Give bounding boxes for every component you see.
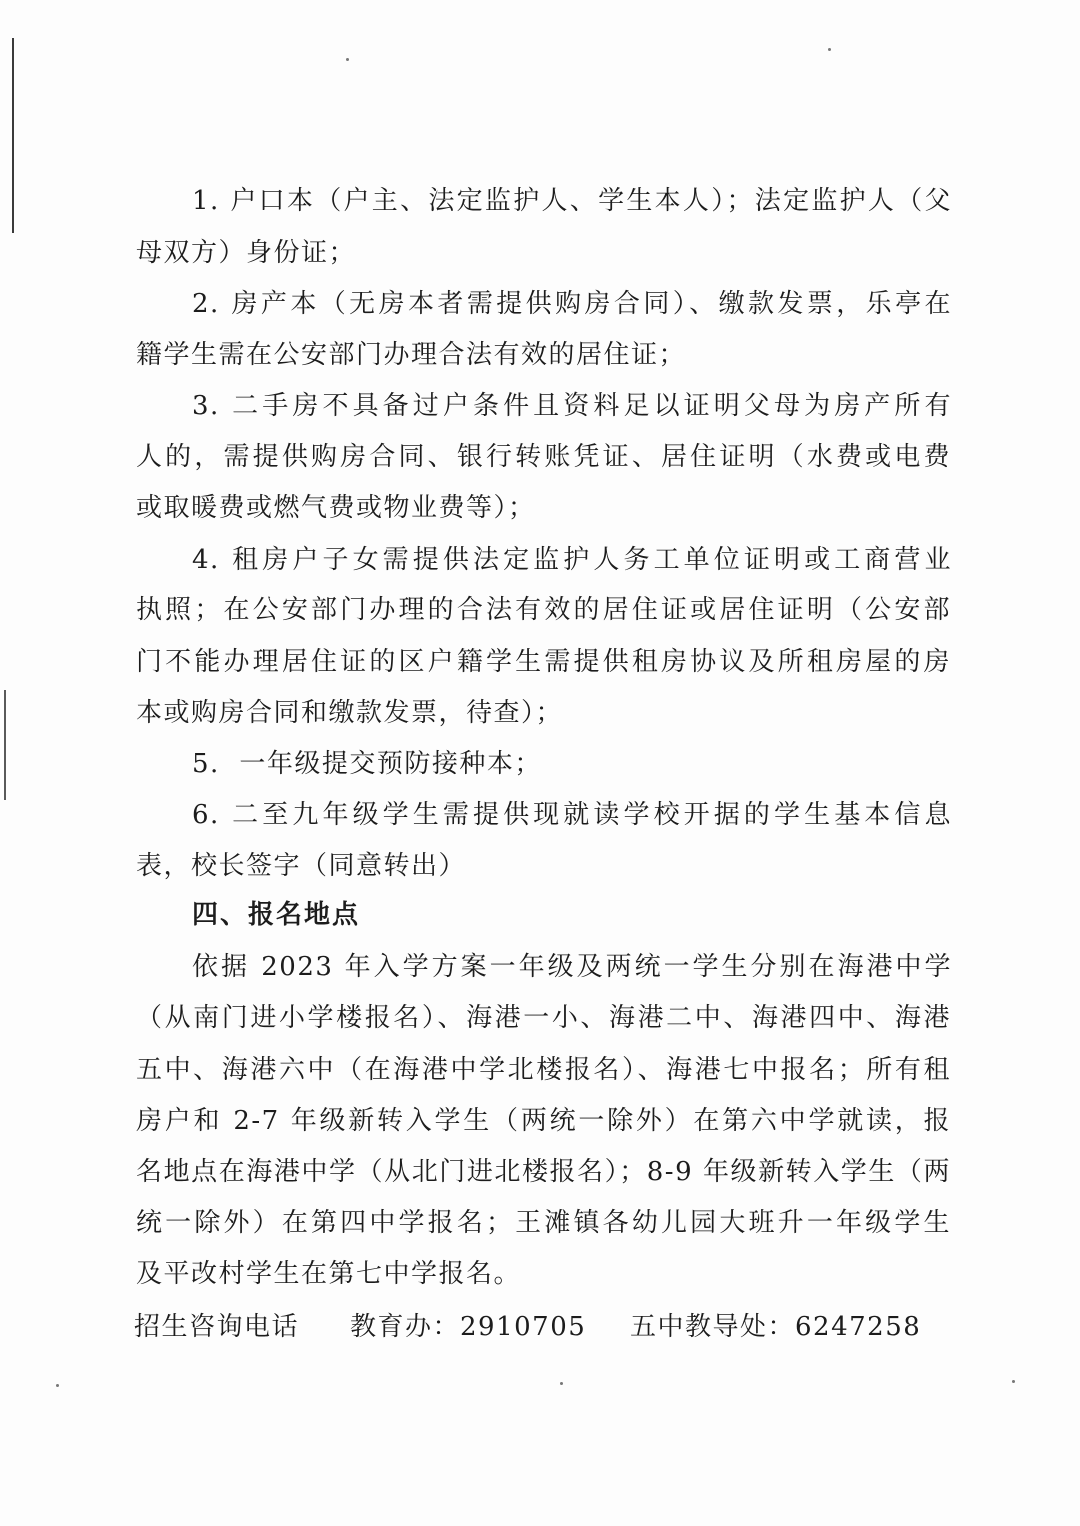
scan-speck [560,1382,563,1385]
location-line-3: 五中、海港六中（在海港中学北楼报名）、海港七中报名；所有租 [136,1055,951,1085]
scan-speck [1012,1380,1015,1383]
location-line-5: 名地点在海港中学（从北门进北楼报名）；8-9 年级新转入学生（两 [136,1157,951,1187]
location-line-1: 依据 2023 年入学方案一年级及两统一学生分别在海港中学 [192,952,952,982]
item-1-line-2: 母双方）身份证； [136,238,357,268]
contact-label: 招生咨询电话 [134,1312,300,1342]
item-4-line-1: 4. 租房户子女需提供法定监护人务工单位证明或工商营业 [192,545,952,575]
scan-edge-mark [4,690,6,800]
item-3-line-2: 人的，需提供购房合同、银行转账凭证、居住证明（水费或电费 [136,442,951,472]
location-line-2: （从南门进小学楼报名）、海港一小、海港二中、海港四中、海港 [136,1003,951,1033]
scan-edge-mark [12,38,14,233]
item-2-line-1: 2. 房产本（无房本者需提供购房合同）、缴款发票，乐亭在 [192,289,952,319]
contact-education-office: 教育办：2910705 [350,1312,587,1342]
location-line-6: 统一除外）在第四中学报名；王滩镇各幼儿园大班升一年级学生 [136,1208,951,1238]
scan-speck [56,1384,59,1387]
item-3-line-1: 3. 二手房不具备过户条件且资料足以证明父母为房产所有 [192,391,952,421]
item-4-line-2: 执照；在公安部门办理的合法有效的居住证或居住证明（公安部 [136,595,951,625]
item-6-line-1: 6. 二至九年级学生需提供现就读学校开据的学生基本信息 [192,800,952,830]
location-line-4: 房户和 2-7 年级新转入学生（两统一除外）在第六中学就读，报 [136,1106,951,1136]
item-4-line-3: 门不能办理居住证的区户籍学生需提供租房协议及所租房屋的房 [136,647,951,677]
scan-speck [346,58,349,61]
item-1-line-1: 1. 户口本（户主、法定监护人、学生本人）；法定监护人（父 [192,186,952,216]
scan-speck [828,48,831,51]
item-5-line-1: 5. 一年级提交预防接种本； [192,749,542,779]
item-6-line-2: 表，校长签字（同意转出） [136,851,467,881]
location-line-7: 及平改村学生在第七中学报名。 [136,1259,522,1289]
item-4-line-4: 本或购房合同和缴款发票，待查）； [136,698,564,728]
section-heading: 四、报名地点 [192,900,361,930]
item-3-line-3: 或取暖费或燃气费或物业费等）； [136,493,536,523]
contact-school-office: 五中教导处：6247258 [630,1312,922,1342]
item-2-line-2: 籍学生需在公安部门办理合法有效的居住证； [136,340,687,370]
